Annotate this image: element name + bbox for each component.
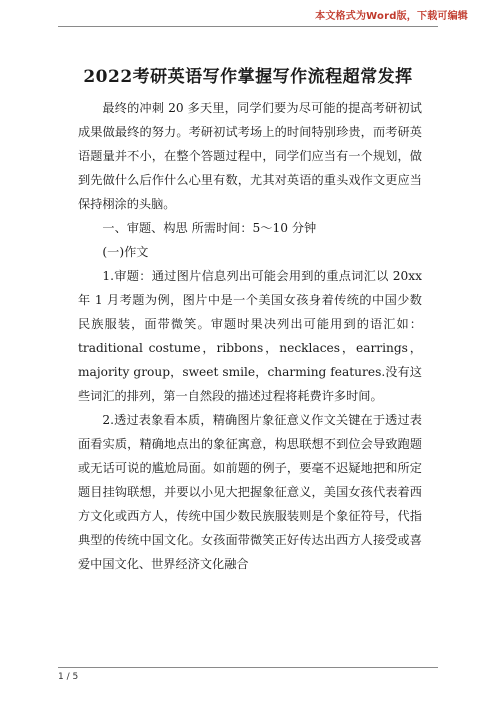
- document-title: 2022考研英语写作掌握写作流程超常发挥: [83, 67, 413, 87]
- body-paragraph: 最终的冲刺 20 多天里，同学们要为尽可能的提高考研初试成果做最终的努力。考研初试考场上的时间特别珍贵，而考研英语题量并不小，在整个答题过程中，同学们应当有一个规划，做到先做什么后作什么心里有数，尤其对英语的重头戏作文更应当保持栩涂的头脑。: [78, 101, 422, 211]
- footer-divider: [58, 667, 438, 668]
- document-body: [78, 96, 422, 576]
- body-paragraph: 1.审题：通过图片信息列出可能会用到的重点词汇以 20xx 年 1 月考题为例，图片中是一个美国女孩身着传统的中国少数民族服装，面带微笑。审题时果决列出可能用到的语汇如：traditional costume，ribbons，necklaces，earrings，majority group，sweet smile，charming features.没有这些词汇的排列，第一自然段的描述过程将耗费许多时间。: [78, 269, 422, 403]
- body-paragraph: 2.透过表象看本质，精确图片象征意义作文关键在于透过表面看实质，精确地点出的象征寓意，构思联想不到位会导致跑题或无话可说的尴尬局面。如前题的例子，要毫不迟疑地把和所定题目挂钩联想，并要以小见大把握象征意义，美国女孩代表着西方文化或西方人，传统中国少数民族服装则是个象征符号，代指典型的传统中国文化。女孩面带微笑正好传达出西方人接受或喜爱中国文化、世界经济文化融合: [78, 413, 422, 571]
- document-header-note: 本文格式为Word版，下载可编辑: [315, 11, 468, 22]
- subsection-heading: (一)作文: [102, 245, 149, 259]
- section-heading: 一、审题、构思 所需时间：5～10 分钟: [102, 221, 317, 235]
- page-number: 1 / 5: [58, 672, 79, 682]
- header-divider: [58, 26, 438, 27]
